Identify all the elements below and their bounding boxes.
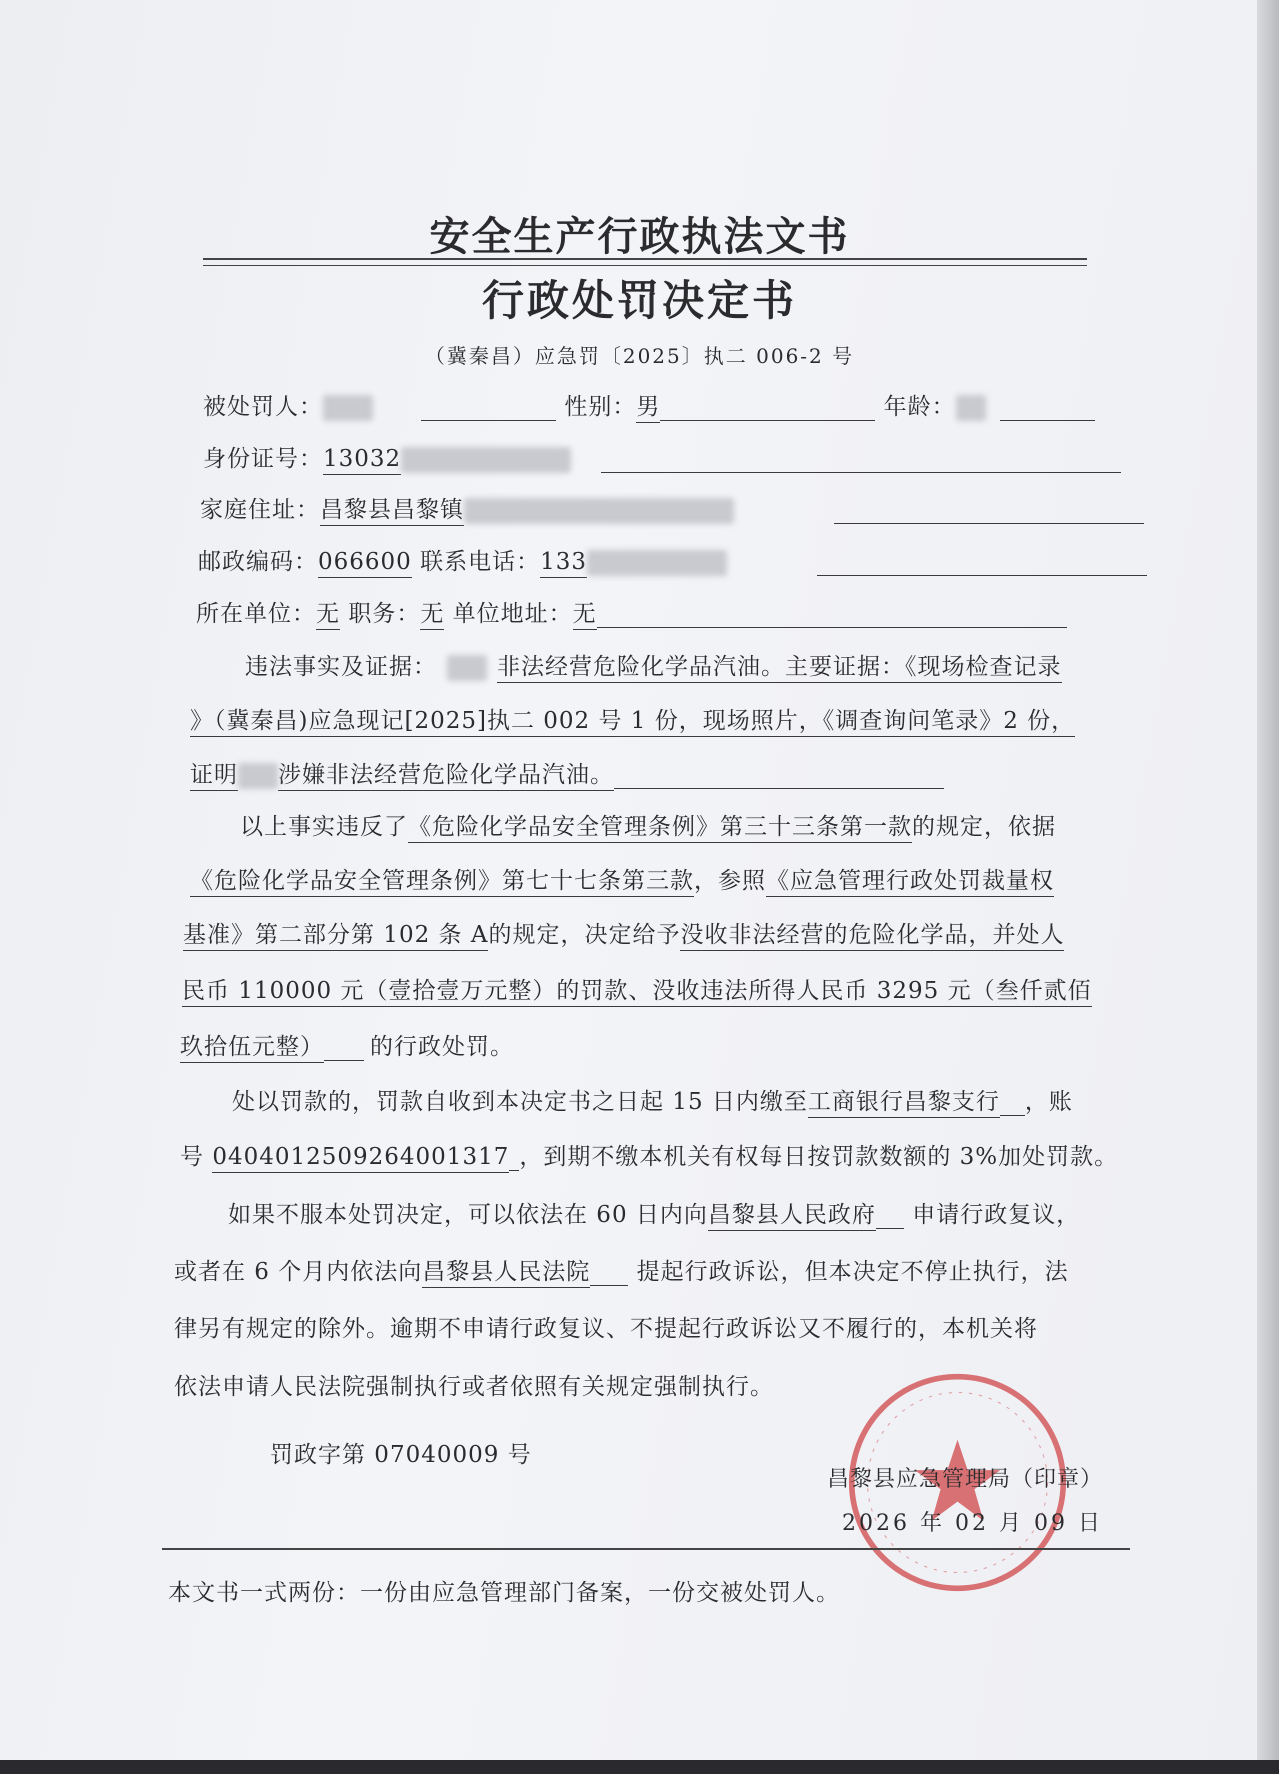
unit-address-value: 无 [573, 601, 597, 630]
text: 申请行政复议， [912, 1202, 1081, 1228]
facts-text: 证明 [190, 762, 238, 791]
court-name: 昌黎县人民法院 [422, 1259, 590, 1288]
text: ，参照 [694, 868, 766, 894]
text: 的规定，依据 [912, 814, 1056, 840]
basis-line-5 [180, 1028, 514, 1061]
row-person [203, 388, 1095, 421]
appeal-line-1 [228, 1196, 1080, 1229]
row-unit [196, 595, 1067, 628]
blank-line [817, 553, 1147, 576]
issuing-authority: 昌黎县应急管理局（印章） [826, 1467, 1103, 1492]
appeal-line-2 [174, 1253, 1069, 1286]
footer-note: 本文书一式两份：一份由应急管理部门备案，一份交被处罚人。 [168, 1580, 840, 1606]
basis-line-2 [190, 862, 1054, 895]
blank-line [660, 398, 875, 421]
reference-number: 罚政字第 07040009 号 [270, 1442, 532, 1468]
law-reference: 《危险化学品安全管理条例》第七十七条第三款 [190, 868, 694, 897]
blank-line [509, 1148, 519, 1171]
law-reference: 《应急管理行政处罚裁量权 [766, 868, 1054, 897]
footer-divider [162, 1548, 1130, 1550]
document-subtitle: 行政处罚决定书 [481, 276, 797, 325]
table-surface [0, 1760, 1279, 1774]
position-value: 无 [420, 601, 444, 630]
facts-text: 》（冀秦昌)应急现记[2025]执二 002 号 1 份，现场照片，《调查询问笔录》2 份， [190, 708, 1075, 737]
facts-line-1 [245, 648, 1062, 681]
blank-line [421, 398, 556, 421]
blank-line [597, 605, 1067, 628]
blank-line [614, 766, 944, 789]
facts-line-2 [190, 702, 1075, 735]
text: 号 [180, 1144, 204, 1170]
redacted-address [464, 498, 734, 524]
row-address [200, 491, 1144, 524]
blank-line [324, 1038, 364, 1061]
blank-line [1000, 1093, 1025, 1116]
basis-line-1 [240, 808, 1056, 841]
phone-label: 联系电话： [420, 549, 541, 575]
blank-line [876, 1206, 904, 1229]
text: 或者在 6 个月内依法向 [174, 1259, 423, 1285]
text: ，到期不缴本机关有权每日按罚款数额的 3%加处罚款。 [519, 1144, 1119, 1170]
penalty: 没收非法经营的危险化学品，并处人 [680, 922, 1064, 951]
id-value: 13032 [323, 446, 401, 475]
redacted-name [238, 763, 278, 789]
appeal-line-4: 依法申请人民法院强制执行或者依照有关规定强制执行。 [174, 1374, 774, 1400]
text: 处以罚款的，罚款自收到本决定书之日起 15 日内缴至 [232, 1089, 808, 1115]
blank-line [834, 501, 1144, 524]
appeal-line-3: 律另有规定的除外。逾期不申请行政复议、不提起行政诉讼又不履行的，本机关将 [174, 1316, 1038, 1342]
title-divider [203, 258, 1087, 266]
text: 的行政处罚。 [370, 1034, 514, 1060]
text: ，账 [1024, 1089, 1073, 1115]
document-number: （冀秦昌）应急罚〔2025〕执二 006-2 号 [424, 344, 855, 368]
unit-label: 所在单位： [196, 601, 316, 627]
penalty: 民币 110000 元（壹拾壹万元整）的罚款、没收违法所得人民币 3295 元（叁仟贰佰 [182, 978, 1092, 1007]
text: 的规定，决定给予 [488, 922, 681, 948]
issue-date: 2026 年 02 月 09 日 [842, 1511, 1103, 1536]
blank-line [601, 450, 1121, 473]
review-authority: 昌黎县人民政府 [708, 1202, 876, 1231]
bank-name: 工商银行昌黎支行 [808, 1089, 1000, 1118]
facts-text: 涉嫌非法经营危险化学品汽油。 [278, 762, 614, 791]
page-edge [1257, 0, 1279, 1760]
facts-label: 违法事实及证据： [245, 654, 437, 680]
redacted-name [447, 655, 487, 681]
law-reference: 基准》第二部分第 102 条 A [183, 922, 488, 951]
payment-line-2 [180, 1138, 1118, 1171]
blank-line [590, 1263, 628, 1286]
document-title: 安全生产行政执法文书 [429, 213, 850, 260]
phone-value: 133 [540, 549, 587, 578]
row-id [203, 440, 1121, 473]
redacted-age [956, 395, 986, 421]
blank-line [1000, 398, 1095, 421]
law-reference: 《危险化学品安全管理条例》第三十三条第一款 [408, 814, 912, 843]
age-label: 年龄： [883, 394, 956, 420]
address-value: 昌黎县昌黎镇 [320, 497, 464, 526]
unit-value: 无 [316, 601, 340, 630]
postcode-value: 066600 [318, 549, 412, 578]
text: 提起行政诉讼，但本决定不停止执行，法 [636, 1259, 1069, 1285]
redacted-phone [587, 550, 727, 576]
penalty: 玖拾伍元整） [180, 1034, 324, 1063]
gender-label: 性别： [564, 394, 637, 420]
facts-text: 非法经营危险化学品汽油。主要证据：《现场检查记录 [497, 654, 1062, 683]
gender-value: 男 [636, 394, 660, 423]
facts-line-3 [190, 756, 944, 789]
id-label: 身份证号： [203, 446, 323, 472]
postcode-label: 邮政编码： [198, 549, 318, 575]
text: 如果不服本处罚决定，可以依法在 60 日内向 [228, 1202, 708, 1228]
account-number: 0404012509264001317 [212, 1144, 509, 1173]
redacted-id [401, 447, 571, 473]
name-label: 被处罚人： [203, 394, 323, 420]
payment-line-1 [232, 1083, 1073, 1116]
unit-address-label: 单位地址： [452, 601, 573, 627]
basis-line-3 [183, 916, 1064, 949]
address-label: 家庭住址： [200, 497, 320, 523]
row-contact [198, 543, 1147, 576]
redacted-name [323, 395, 373, 421]
basis-line-4 [182, 972, 1092, 1005]
position-label: 职务： [348, 601, 421, 627]
text: 以上事实违反了 [240, 814, 408, 840]
